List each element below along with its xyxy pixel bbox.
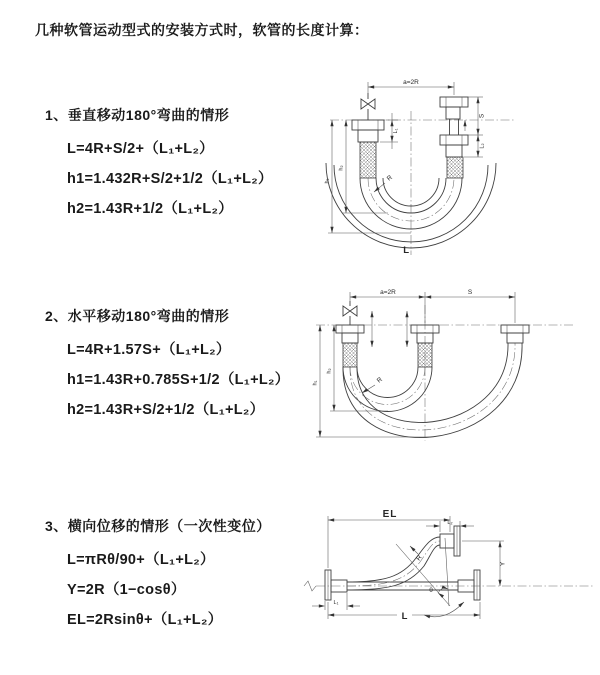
right-fitting — [458, 570, 480, 600]
label-theta: θ — [429, 587, 433, 594]
left-fitting — [325, 570, 347, 600]
valve-icon — [343, 301, 357, 325]
dimension-s — [468, 97, 486, 135]
diagram-vertical-bend — [308, 73, 598, 258]
fitting-length-dims — [370, 311, 408, 347]
dimension-y — [462, 541, 507, 586]
label-y: Y — [499, 561, 507, 567]
radius-leader — [361, 376, 384, 394]
label-s: S — [478, 113, 486, 119]
dimension-span — [350, 289, 515, 323]
label-h2: h₂ — [338, 165, 345, 171]
hose-curves — [343, 343, 522, 438]
section-2-formulas — [45, 335, 290, 425]
dimension-l — [328, 602, 480, 622]
label-el: EL — [382, 509, 398, 520]
section-3 — [45, 516, 271, 635]
label-l2: L₂ — [447, 520, 453, 526]
formula-line: L=4R+S/2+（L₁+L₂） — [67, 141, 214, 157]
dimension-l1 — [312, 593, 360, 610]
section-1-heading: 1、垂直移动180°弯曲的情形 — [45, 107, 230, 123]
radius-leader — [409, 545, 424, 562]
formula-line: L=πRθ/90+（L₁+L₂） — [67, 552, 215, 568]
label-r: R — [415, 554, 424, 563]
section-2 — [45, 306, 290, 425]
label-l1: L₁ — [333, 600, 339, 606]
right-fitting — [440, 97, 468, 178]
label-span: a=2R — [403, 79, 419, 86]
label-span: a=2R — [380, 289, 396, 296]
label-r: R — [375, 376, 384, 385]
label-h1: h₁ — [312, 380, 319, 386]
right-fitting — [501, 325, 529, 343]
formula-line: h2=1.43R+1/2（L₁+L₂） — [67, 201, 234, 217]
label-r: R — [385, 174, 394, 183]
section-2-heading: 2、水平移动180°弯曲的情形 — [45, 308, 230, 324]
formula-line: h1=1.432R+S/2+1/2（L₁+L₂） — [67, 171, 273, 187]
dimension-el — [328, 509, 453, 568]
section-1-formulas — [45, 134, 273, 224]
diagram-horizontal-bend — [308, 283, 600, 463]
section-1 — [45, 105, 273, 224]
dimension-l2 — [464, 135, 486, 157]
label-l: L — [403, 245, 409, 256]
datum-arrow — [463, 120, 466, 131]
label-s: S — [467, 289, 473, 296]
label-h1: h₁ — [324, 178, 331, 184]
formula-line: EL=2Rsinθ+（L₁+L₂） — [67, 612, 223, 628]
formula-line: L=4R+1.57S+（L₁+L₂） — [67, 342, 231, 358]
section-3-formulas — [45, 545, 271, 635]
label-l: L — [401, 611, 408, 622]
left-fitting — [336, 325, 364, 367]
label-l1: L₁ — [393, 128, 399, 134]
diagram-lateral-displacement — [298, 498, 600, 646]
formula-line: h2=1.43R+S/2+1/2（L₁+L₂） — [67, 402, 265, 418]
dimension-span — [368, 79, 454, 95]
label-h2: h₂ — [326, 368, 333, 374]
formula-line: h1=1.43R+0.785S+1/2（L₁+L₂） — [67, 372, 290, 388]
valve-icon — [361, 93, 375, 120]
left-fitting — [352, 120, 384, 178]
formula-line: Y=2R（1−cosθ） — [67, 582, 186, 598]
middle-fitting — [411, 325, 439, 367]
section-3-heading: 3、横向位移的情形（一次性变位） — [45, 518, 271, 534]
label-l2: L₂ — [479, 143, 486, 149]
dimension-l1 — [380, 113, 399, 149]
page-title: 几种软管运动型式的安装方式时，软管的长度计算： — [35, 22, 369, 38]
angle-construction — [396, 538, 465, 618]
